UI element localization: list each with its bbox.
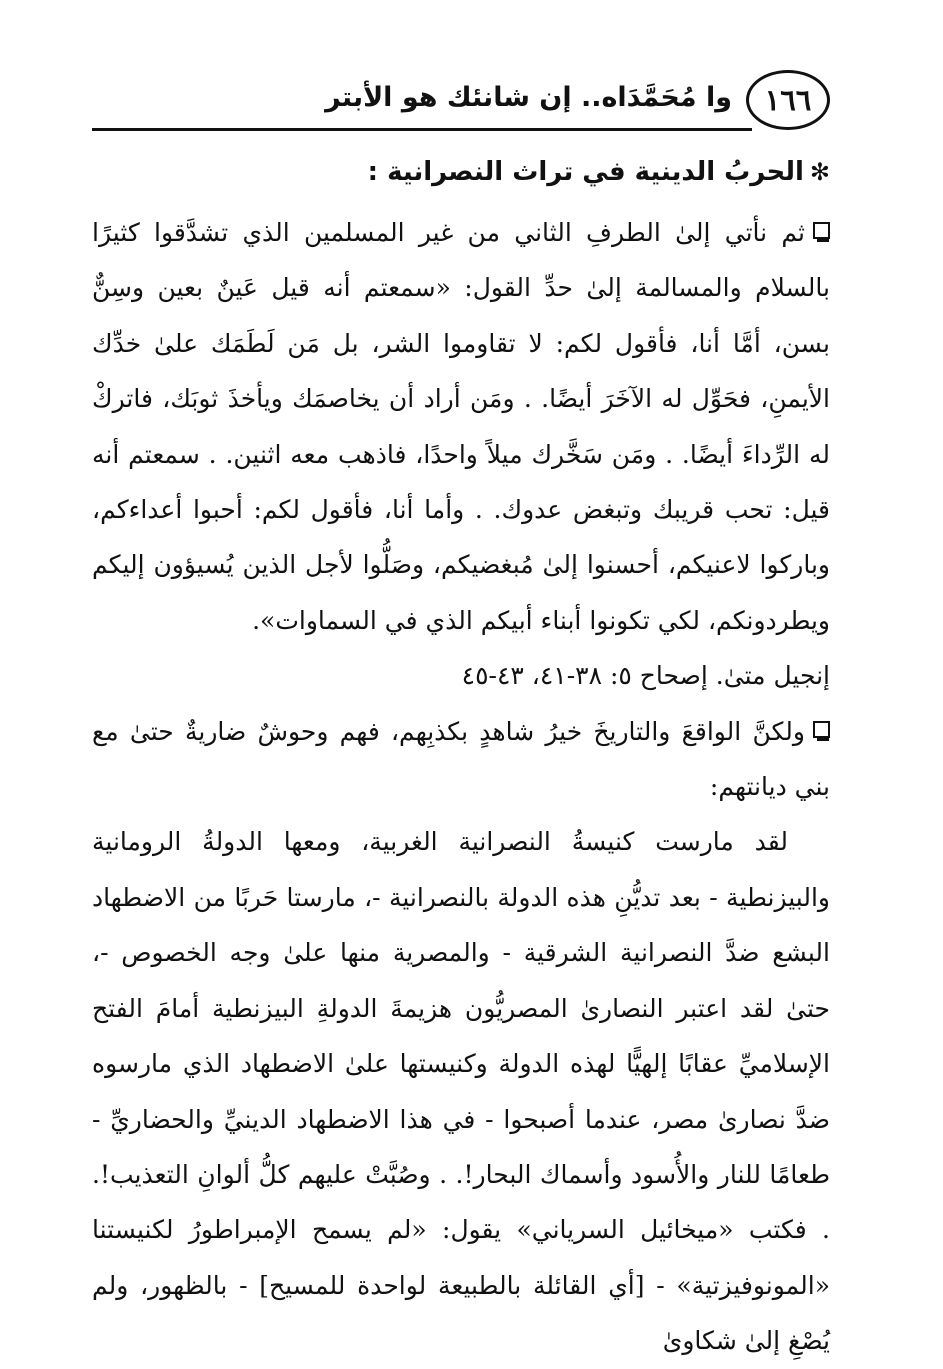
body-text [92, 205, 830, 1369]
paragraph [92, 814, 830, 1368]
square-bullet-icon [813, 222, 830, 239]
asterisk-icon: ✻ [809, 158, 830, 186]
paragraph-text: ثم نأتي إلىٰ الطرفِ الثاني من غير المسلمين الذي تشدَّقوا كثيرًا بالسلام والمسالمة إلىٰ حدِّ القول: «سمعتم أنه قيل عَينٌ بعين وسِنٌّ بسن، أمَّا أنا، فأقول لكم: لا تقاوموا الشر، بل مَن لَطَمَك علىٰ خدِّك الأيمنِ، فحَوِّل له الآخَرَ أيضًا. . ومَن أراد أن يخاصمَك ويأخذَ ثوبَك، فاتركْ له الرِّداءَ أيضًا. . ومَن سَخَّرك ميلاً واحدًا، فاذهب معه اثنين. . سمعتم أنه قيل: تحب قريبك وتبغض عدوك. . وأما أنا، فأقول لكم: أحبوا أعداءكم، وباركوا لاعنيكم، أحسنوا إلىٰ مُبغضيكم، وصَلُّوا لأجل الذين يُسيؤون إليكم ويطردونكم، لكي تكونوا أبناء أبيكم الذي في السماوات». [92, 218, 830, 635]
square-bullet-icon [813, 721, 830, 738]
paragraph [92, 704, 830, 815]
citation [92, 648, 830, 703]
paragraph-text: ولكنَّ الواقعَ والتاريخَ خيرُ شاهدٍ بكذبِهم، فهم وحوشٌ ضاريةٌ حتىٰ مع بني ديانتهم: [92, 716, 830, 802]
page-number: ١٦٦ [746, 70, 830, 130]
running-title: وا مُحَمَّدَاه.. إن شانئك هو الأبتر [325, 82, 732, 113]
header-rule [92, 128, 752, 131]
paragraph-text: لقد مارست كنيسةُ النصرانية الغربية، ومعها الدولةُ الرومانية والبيزنطية - بعد تديُّنِ هذه الدولة بالنصرانية -، مارستا حَربًا من الاضطهاد البشع ضدَّ النصرانية الشرقية - والمصرية منها علىٰ وجه الخصوص -، حتىٰ لقد اعتبر النصارىٰ المصريُّون هزيمةَ الدولةِ البيزنطية أمامَ الفتح الإسلاميِّ عقابًا إلهيًّا لهذه الدولة وكنيستها علىٰ الاضطهاد الذي مارسوه ضدَّ نصارىٰ مصر، عندما أصبحوا - في هذا الاضطهاد الدينيِّ والحضاريِّ - طعامًا للنار والأُسود وأسماك البحار!. . وصُبَّتْ عليهم كلُّ ألوانِ التعذيب!. . فكتب «ميخائيل السرياني» يقول: «لم يسمح الإمبراطورُ لكنيستنا «المونوفيزتية» - [أي القائلة بالطبيعة لواحدة للمسيح] - بالظهور، ولم يُصْغِ إلىٰ شكاوىٰ [92, 827, 830, 1356]
paragraph [92, 205, 830, 648]
section-heading [110, 157, 830, 187]
running-header [92, 62, 832, 142]
section-heading-text: الحربُ الدينية في تراث النصرانية : [367, 157, 804, 187]
citation-text: إنجيل متىٰ. إصحاح ٥: ٣٨-٤١، ٤٣-٤٥ [461, 661, 830, 691]
